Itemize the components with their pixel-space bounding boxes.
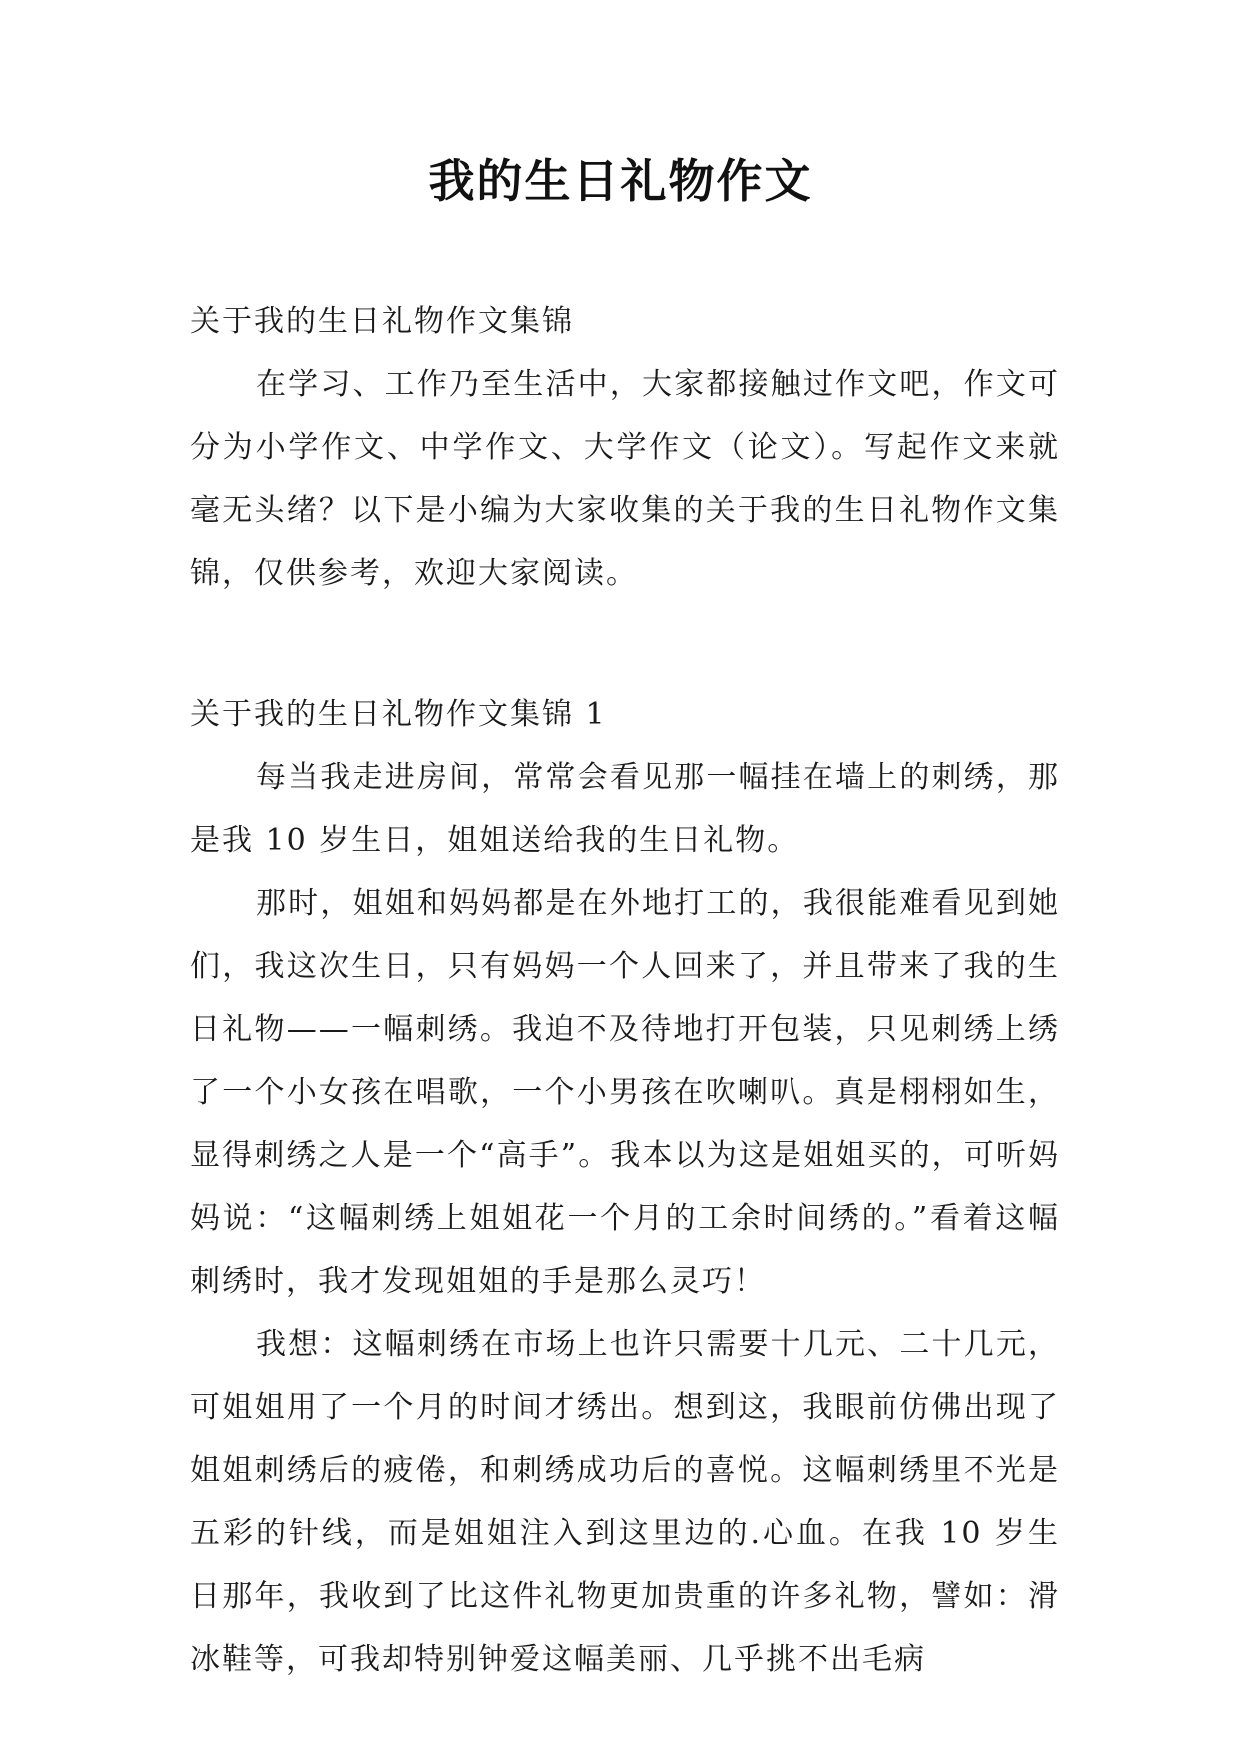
intro-paragraph: 在学习、工作乃至生活中，大家都接触过作文吧，作文可分为小学作文、中学作文、大学作文（论文）。写起作文来就毫无头绪？以下是小编为大家收集的关于我的生日礼物作文集锦，仅供参考，欢迎大家阅读。 xyxy=(190,367,1060,591)
collection-heading: 关于我的生日礼物作文集锦 xyxy=(190,304,574,339)
body-paragraph: 我想：这幅刺绣在市场上也许只需要十几元、二十几元，可姐姐用了一个月的时间才绣出。想到这，我眼前仿佛出现了姐姐刺绣后的疲倦，和刺绣成功后的喜悦。这幅刺绣里不光是五彩的针线，而是姐姐注入到这里边的.心血。在我 10 岁生日那年，我收到了比这件礼物更加贵重的许多礼物，譬如：滑冰鞋等，可我却特别钟爱这幅美丽、几乎挑不出毛病 xyxy=(190,1327,1060,1677)
body-paragraph: 每当我走进房间，常常会看见那一幅挂在墙上的刺绣，那是我 10 岁生日，姐姐送给我的生日礼物。 xyxy=(190,760,1060,858)
body-paragraph: 那时，姐姐和妈妈都是在外地打工的，我很能难看见到她们，我这次生日，只有妈妈一个人回来了，并且带来了我的生日礼物——一幅刺绣。我迫不及待地打开包装，只见刺绣上绣了一个小女孩在唱歌，一个小男孩在吹喇叭。真是栩栩如生，显得刺绣之人是一个“高手”。我本以为这是姐姐买的，可听妈妈说：“这幅刺绣上姐姐花一个月的工余时间绣的。”看着这幅刺绣时，我才发现姐姐的手是那么灵巧！ xyxy=(190,886,1060,1299)
document-body xyxy=(190,290,1060,1691)
section-heading: 关于我的生日礼物作文集锦 1 xyxy=(190,697,607,732)
document-title: 我的生日礼物作文 xyxy=(428,154,813,208)
section-spacer xyxy=(190,605,1060,683)
